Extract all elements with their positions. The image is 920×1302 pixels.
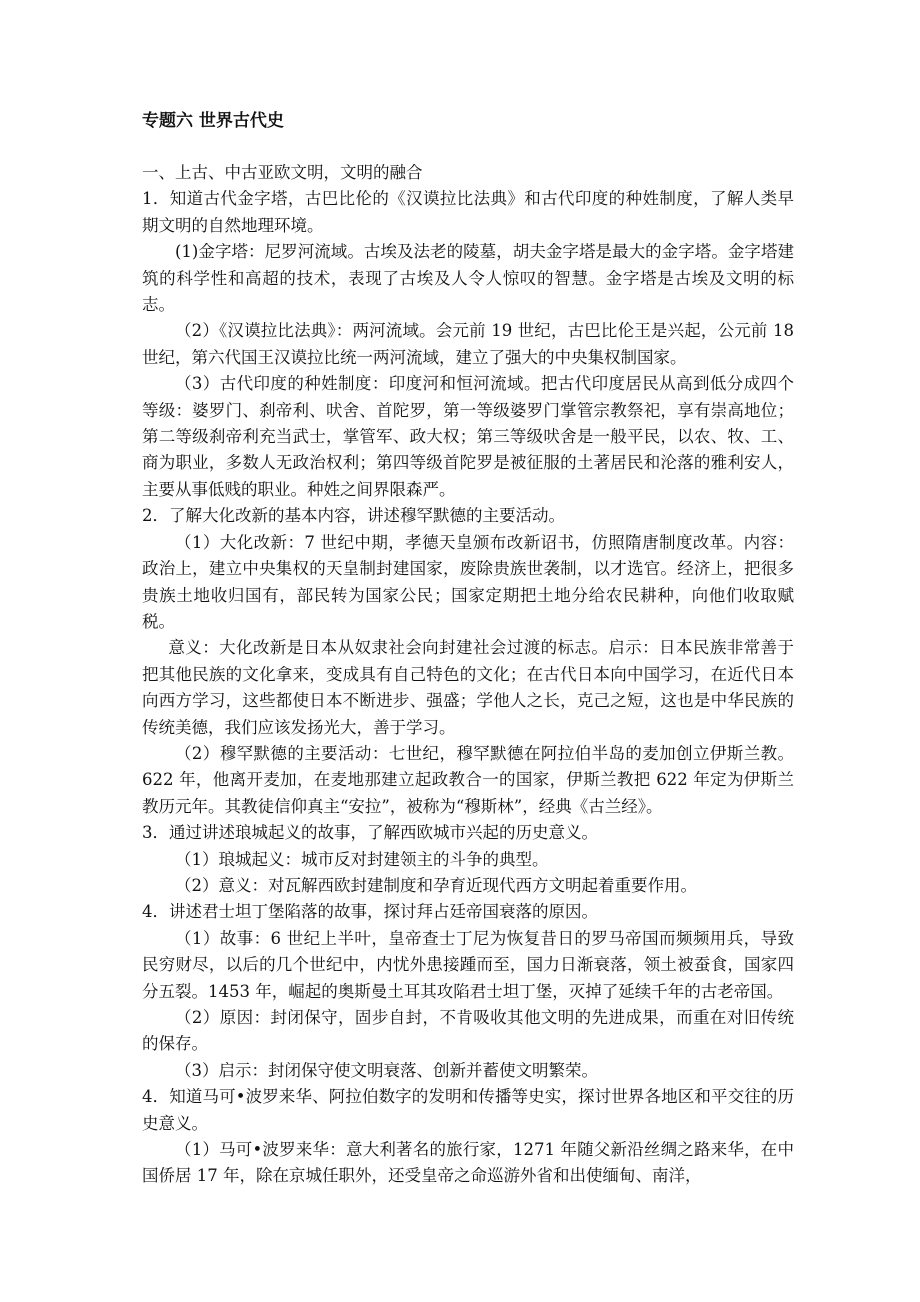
document-body	[142, 160, 794, 1190]
paragraph: （1）大化改新：7 世纪中期，孝德天皇颁布改新诏书，仿照隋唐制度改革。内容：政治上，建立中央集权的天皇制封建国家，废除贵族世袭制，以才选官。经济上，把很多贵族土地收归国有，部民转为国家公民；国家定期把土地分给农民耕种，向他们收取赋税。	[142, 532, 794, 631]
paragraph: （1）琅城起义：城市反对封建领主的斗争的典型。	[175, 849, 549, 869]
document-page	[142, 108, 794, 1190]
paragraph: 4．知道马可•波罗来华、阿拉伯数字的发明和传播等史实，探讨世界各地区和平交往的历史意义。	[142, 1087, 794, 1133]
paragraph: （2）原因：封闭保守，固步自封，不肯吸收其他文明的先进成果，而重在对旧传统的保存。	[142, 1008, 794, 1054]
paragraph: （1）故事：6 世纪上半叶，皇帝查士丁尼为恢复昔日的罗马帝国而频频用兵，导致民穷财尽，以后的几个世纪中，内忧外患接踵而至，国力日渐衰落，领土被蚕食，国家四分五裂。1453 年，崛起的奥斯曼土耳其攻陷君士坦丁堡，灭掉了延续千年的古老帝国。	[142, 928, 794, 1001]
paragraph: 一、上古、中古亚欧文明，文明的融合	[142, 163, 423, 182]
paragraph: （2）穆罕默德的主要活动：七世纪，穆罕默德在阿拉伯半岛的麦加创立伊斯兰教。622 年，他离开麦加，在麦地那建立起政教合一的国家，伊斯兰教把 622 年定为伊斯兰教历元年。其教徒信仰真主“安拉”，被称为“穆斯林”，经典《古兰经》。	[142, 743, 794, 816]
document-title: 专题六 世界古代史	[142, 111, 284, 131]
paragraph: （2）意义：对瓦解西欧封建制度和孕育近现代西方文明起着重要作用。	[175, 875, 697, 895]
paragraph: （2）《汉谟拉比法典》：两河流域。会元前 19 世纪，古巴比伦王是兴起，公元前 18 世纪，第六代国王汉谟拉比统一两河流域，建立了强大的中央集权制国家。	[142, 321, 794, 367]
paragraph: 1．知道古代金字塔，古巴比伦的《汉谟拉比法典》和古代印度的种姓制度，了解人类早期文明的自然地理环境。	[142, 189, 794, 235]
paragraph: （1）马可•波罗来华：意大利著名的旅行家，1271 年随父新沿丝绸之路来华，在中国侨居 17 年，除在京城任职外，还受皇帝之命巡游外省和出使缅甸、南洋，	[142, 1140, 794, 1186]
paragraph: (1)金字塔：尼罗河流域。古埃及法老的陵墓，胡夫金字塔是最大的金字塔。金字塔建筑的科学性和高超的技术，表现了古埃及人令人惊叹的智慧。金字塔是古埃及文明的标志。	[142, 242, 794, 315]
paragraph: 2．了解大化改新的基本内容，讲述穆罕默德的主要活动。	[142, 506, 565, 526]
paragraph: 3．通过讲述琅城起义的故事，了解西欧城市兴起的历史意义。	[142, 823, 598, 843]
paragraph: 4．讲述君士坦丁堡陷落的故事，探讨拜占廷帝国衰落的原因。	[142, 902, 598, 922]
paragraph: （3）古代印度的种姓制度：印度河和恒河流域。把古代印度居民从高到低分成四个等级：婆罗门、刹帝利、吠舍、首陀罗，第一等级婆罗门掌管宗教祭祀，享有崇高地位；第二等级刹帝利充当武士，掌管军、政大权；第三等级吠舍是一般平民，以农、牧、工、商为职业，多数人无政治权利；第四等级首陀罗是被征服的土著居民和沦落的雅利安人，主要从事低贱的职业。种姓之间界限森严。	[142, 374, 794, 499]
paragraph: 意义：大化改新是日本从奴隶社会向封建社会过渡的标志。启示：日本民族非常善于把其他民族的文化拿来，变成具有自己特色的文化；在古代日本向中国学习，在近代日本向西方学习，这些都使日本不断进步、强盛；学他人之长，克己之短，这也是中华民族的传统美德，我们应该发扬光大，善于学习。	[142, 638, 794, 737]
paragraph: （3）启示：封闭保守使文明衰落、创新并蓄使文明繁荣。	[175, 1060, 598, 1080]
